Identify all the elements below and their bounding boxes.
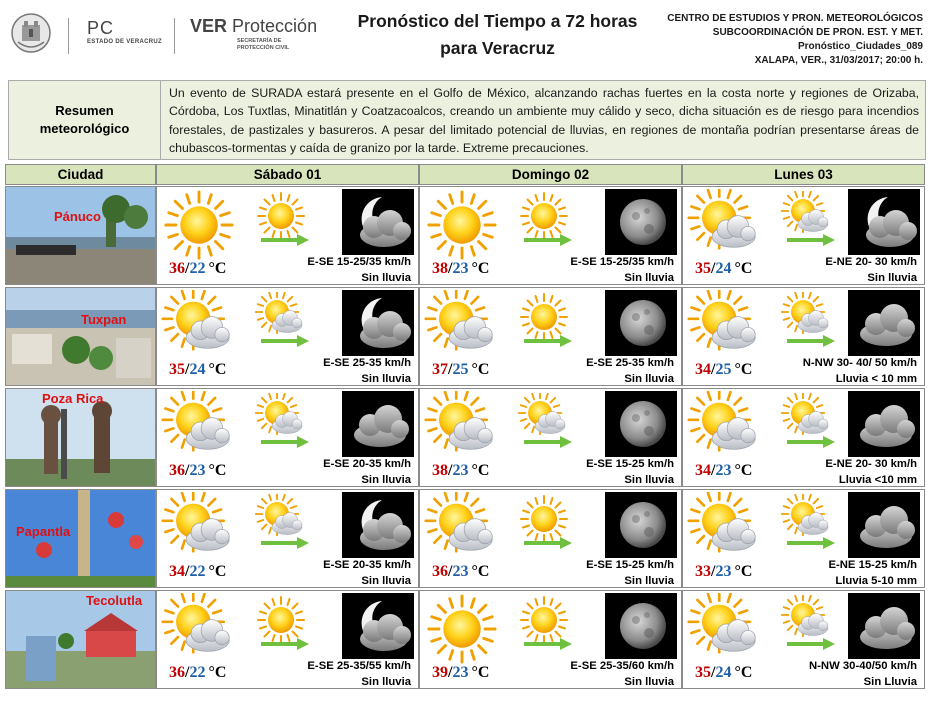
page-title xyxy=(330,8,665,62)
temp-min: 22 xyxy=(189,563,206,580)
column-header-day3: Lunes 03 xyxy=(682,164,925,185)
temp-max: 34 xyxy=(695,462,711,479)
temp-unit: °C xyxy=(208,361,227,378)
temp-unit: °C xyxy=(471,260,490,277)
wind-forecast: E-SE 25-35/60 km/h xyxy=(570,660,674,672)
wind-arrow-icon xyxy=(524,234,572,246)
moon-cloud-icon xyxy=(848,189,920,255)
weather-summary xyxy=(8,80,926,160)
table-row xyxy=(5,186,925,285)
forecast-cell xyxy=(156,590,419,689)
temp-unit: °C xyxy=(734,563,753,580)
forecast-cell xyxy=(419,287,682,386)
summary-label xyxy=(9,81,161,159)
temp-unit: °C xyxy=(471,462,490,479)
temperature: 35/24 °C xyxy=(695,664,753,681)
wind-arrow-icon xyxy=(261,234,309,246)
issue-date: XALAPA, VER., 31/03/2017; 20:00 h. xyxy=(754,55,923,66)
column-header-day2: Domingo 02 xyxy=(419,164,682,185)
temperature: 38/23 °C xyxy=(432,260,490,277)
city-name: Tuxpan xyxy=(81,312,127,327)
column-header-day1: Sábado 01 xyxy=(156,164,419,185)
partly-cloudy-icon xyxy=(687,290,763,362)
page-title-line: Pronóstico del Tiempo a 72 horas xyxy=(357,11,638,31)
temp-min: 23 xyxy=(715,563,732,580)
city-cell xyxy=(5,186,156,285)
partly-cloudy-icon xyxy=(424,290,500,362)
forecast-cell xyxy=(682,388,925,487)
wind-arrow-icon xyxy=(524,638,572,650)
sun-icon xyxy=(161,189,237,261)
rain-forecast: Sin lluvia xyxy=(624,373,674,385)
forecast-cell xyxy=(682,489,925,588)
temp-unit: °C xyxy=(734,462,753,479)
wind-forecast: E-SE 15-25 km/h xyxy=(586,458,674,470)
forecast-cell xyxy=(156,489,419,588)
night-cloud-icon xyxy=(848,290,920,356)
rain-forecast: Sin lluvia xyxy=(624,474,674,486)
city-name: Tecolutla xyxy=(86,593,143,608)
temperature: 34/25 °C xyxy=(695,361,753,378)
wind-forecast: E-SE 20-35 km/h xyxy=(323,458,411,470)
rain-forecast: Sin lluvia xyxy=(624,676,674,688)
forecast-cell xyxy=(419,590,682,689)
header-divider xyxy=(68,18,69,54)
rain-forecast: Sin lluvia xyxy=(361,575,411,587)
partly-cloudy-icon xyxy=(687,391,763,463)
wind-forecast: E-NE 20- 30 km/h xyxy=(825,256,917,268)
pc-logo-text: PC xyxy=(87,18,115,38)
rain-forecast: Sin lluvia xyxy=(624,272,674,284)
forecast-cell xyxy=(419,186,682,285)
temp-min: 23 xyxy=(452,462,469,479)
issuer-info xyxy=(667,12,923,68)
ver-logo-text: VER xyxy=(190,16,228,36)
temp-min: 22 xyxy=(189,664,206,681)
night-cloud-icon xyxy=(848,492,920,558)
wind-arrow-icon xyxy=(524,537,572,549)
forecast-cell xyxy=(682,186,925,285)
temp-max: 38 xyxy=(432,462,448,479)
wind-forecast: N-NW 30-40/50 km/h xyxy=(809,660,917,672)
rain-forecast: Sin Lluvia xyxy=(863,676,917,688)
wind-arrow-icon xyxy=(787,234,835,246)
temp-min: 23 xyxy=(452,260,469,277)
summary-text: Un evento de SURADA estará presente en el Golfo de México, alcanzando rachas fuertes en la costa norte y regiones de Orizaba, Córdoba, Los Tuxtlas, Minatitlán y Coatzacoalcos, creando un ambiente muy cálido y seco, dicha situación es de riesgo para incendios forestales, de pastizales y basureros. A pesar del limitado potencial de lluvias, en regiones de montaña podrían presentarse áreas de chubascos-tormentas y caída de granizo por la tarde. Extreme precauciones. xyxy=(169,86,919,155)
night-cloud-icon xyxy=(848,593,920,659)
wind-forecast: E-SE 15-25 km/h xyxy=(586,559,674,571)
rain-forecast: Sin lluvia xyxy=(624,575,674,587)
temp-min: 23 xyxy=(452,664,469,681)
temp-unit: °C xyxy=(471,563,490,580)
issuer-line: SUBCOORDINACIÓN DE PRON. EST. Y MET. xyxy=(712,27,923,38)
city-photo xyxy=(6,288,156,386)
temp-min: 23 xyxy=(189,462,206,479)
moon-icon xyxy=(605,593,677,659)
temp-min: 25 xyxy=(452,361,469,378)
temp-min: 23 xyxy=(715,462,732,479)
rain-forecast: Sin lluvia xyxy=(361,272,411,284)
temp-max: 37 xyxy=(432,361,448,378)
rain-forecast: Sin lluvia xyxy=(361,474,411,486)
wind-forecast: E-NE 20- 30 km/h xyxy=(825,458,917,470)
night-cloud-icon xyxy=(848,391,920,457)
temp-max: 35 xyxy=(695,664,711,681)
sun-icon xyxy=(424,593,500,665)
partly-cloudy-icon xyxy=(424,391,500,463)
wind-forecast: E-SE 15-25/35 km/h xyxy=(307,256,411,268)
temp-max: 35 xyxy=(169,361,185,378)
temp-max: 36 xyxy=(169,664,185,681)
temp-min: 24 xyxy=(715,664,732,681)
temp-min: 25 xyxy=(715,361,732,378)
forecast-cell xyxy=(419,489,682,588)
moon-icon xyxy=(605,189,677,255)
temperature: 38/23 °C xyxy=(432,462,490,479)
partly-cloudy-icon xyxy=(161,290,237,362)
wind-arrow-icon xyxy=(787,638,835,650)
rain-forecast: Lluvia < 10 mm xyxy=(835,373,917,385)
temperature: 33/23 °C xyxy=(695,563,753,580)
city-cell xyxy=(5,489,156,588)
header xyxy=(0,0,933,78)
header-divider xyxy=(174,18,175,54)
temp-unit: °C xyxy=(208,563,227,580)
city-name: Papantla xyxy=(16,524,71,539)
forecast-cell xyxy=(682,590,925,689)
wind-forecast: E-SE 20-35 km/h xyxy=(323,559,411,571)
temp-min: 22 xyxy=(189,260,206,277)
proteccion-logo-text: Protección xyxy=(232,16,318,36)
table-row xyxy=(5,489,925,588)
ver-logo-subtitle: SECRETARÍA DE xyxy=(237,38,282,44)
partly-cloudy-icon xyxy=(161,593,237,665)
state-seal-icon xyxy=(10,12,52,54)
temperature: 39/23 °C xyxy=(432,664,490,681)
city-photo xyxy=(6,490,156,588)
summary-label-line: meteorológico xyxy=(39,121,130,136)
temp-unit: °C xyxy=(471,361,490,378)
forecast-cell xyxy=(156,287,419,386)
wind-arrow-icon xyxy=(787,335,835,347)
wind-forecast: E-SE 15-25/35 km/h xyxy=(570,256,674,268)
temp-unit: °C xyxy=(208,260,227,277)
forecast-cell xyxy=(156,388,419,487)
temp-unit: °C xyxy=(208,664,227,681)
temp-min: 23 xyxy=(452,563,469,580)
temperature: 36/22 °C xyxy=(169,664,227,681)
forecast-cell xyxy=(156,186,419,285)
forecast-id: Pronóstico_Ciudades_089 xyxy=(797,41,923,52)
moon-icon xyxy=(605,492,677,558)
wind-arrow-icon xyxy=(787,537,835,549)
pc-logo-subtitle: ESTADO DE VERACRUZ xyxy=(87,39,162,45)
temp-min: 24 xyxy=(715,260,732,277)
temp-unit: °C xyxy=(734,260,753,277)
moon-cloud-icon xyxy=(342,189,414,255)
partly-cloudy-icon xyxy=(161,492,237,564)
issuer-line: CENTRO DE ESTUDIOS Y PRON. METEOROLÓGICOS xyxy=(667,13,923,24)
rain-forecast: Lluvia <10 mm xyxy=(838,474,917,486)
night-cloud-icon xyxy=(342,391,414,457)
column-header-city: Ciudad xyxy=(5,164,156,185)
wind-arrow-icon xyxy=(524,436,572,448)
rain-forecast: Sin lluvia xyxy=(361,676,411,688)
rain-forecast: Sin lluvia xyxy=(867,272,917,284)
wind-forecast: E-SE 25-35/55 km/h xyxy=(307,660,411,672)
temp-unit: °C xyxy=(208,462,227,479)
forecast-cell xyxy=(419,388,682,487)
ver-logo-subtitle: PROTECCIÓN CIVIL xyxy=(237,45,290,51)
temp-max: 34 xyxy=(695,361,711,378)
partly-cloudy-icon xyxy=(687,593,763,665)
rain-forecast: Sin lluvia xyxy=(361,373,411,385)
wind-arrow-icon xyxy=(787,436,835,448)
table-row xyxy=(5,287,925,386)
city-photo xyxy=(6,187,156,285)
temp-max: 35 xyxy=(695,260,711,277)
forecast-cell xyxy=(682,287,925,386)
wind-forecast: E-SE 25-35 km/h xyxy=(586,357,674,369)
temperature: 36/23 °C xyxy=(432,563,490,580)
rain-forecast: Lluvia 5-10 mm xyxy=(835,575,917,587)
temp-max: 34 xyxy=(169,563,185,580)
partly-cloudy-icon xyxy=(687,492,763,564)
temp-max: 39 xyxy=(432,664,448,681)
summary-label-line: Resumen xyxy=(55,103,114,118)
temp-max: 36 xyxy=(169,260,185,277)
wind-arrow-icon xyxy=(524,335,572,347)
wind-arrow-icon xyxy=(261,638,309,650)
table-row xyxy=(5,388,925,487)
temp-unit: °C xyxy=(471,664,490,681)
wind-forecast: E-NE 15-25 km/h xyxy=(828,559,917,571)
table-header xyxy=(5,164,925,185)
page-title-line: para Veracruz xyxy=(440,38,555,58)
temperature: 36/22 °C xyxy=(169,260,227,277)
temp-unit: °C xyxy=(734,664,753,681)
temperature: 37/25 °C xyxy=(432,361,490,378)
temp-max: 33 xyxy=(695,563,711,580)
moon-cloud-icon xyxy=(342,290,414,356)
table-row xyxy=(5,590,925,689)
city-cell xyxy=(5,388,156,487)
temperature: 35/24 °C xyxy=(169,361,227,378)
wind-arrow-icon xyxy=(261,335,309,347)
moon-icon xyxy=(605,290,677,356)
temperature: 36/23 °C xyxy=(169,462,227,479)
temp-min: 24 xyxy=(189,361,206,378)
temp-max: 38 xyxy=(432,260,448,277)
moon-cloud-icon xyxy=(342,593,414,659)
wind-forecast: N-NW 30- 40/ 50 km/h xyxy=(802,357,917,369)
temp-unit: °C xyxy=(734,361,753,378)
temperature: 35/24 °C xyxy=(695,260,753,277)
ver-logo xyxy=(190,16,317,37)
temp-max: 36 xyxy=(169,462,185,479)
city-cell xyxy=(5,287,156,386)
partly-cloudy-icon xyxy=(687,189,763,261)
moon-icon xyxy=(605,391,677,457)
moon-cloud-icon xyxy=(342,492,414,558)
city-cell xyxy=(5,590,156,689)
partly-cloudy-icon xyxy=(161,391,237,463)
wind-arrow-icon xyxy=(261,436,309,448)
wind-arrow-icon xyxy=(261,537,309,549)
sun-icon xyxy=(424,189,500,261)
city-name: Poza Rica xyxy=(42,391,104,406)
temperature: 34/23 °C xyxy=(695,462,753,479)
temp-max: 36 xyxy=(432,563,448,580)
partly-cloudy-icon xyxy=(424,492,500,564)
city-name: Pánuco xyxy=(54,209,101,224)
temperature: 34/22 °C xyxy=(169,563,227,580)
wind-forecast: E-SE 25-35 km/h xyxy=(323,357,411,369)
